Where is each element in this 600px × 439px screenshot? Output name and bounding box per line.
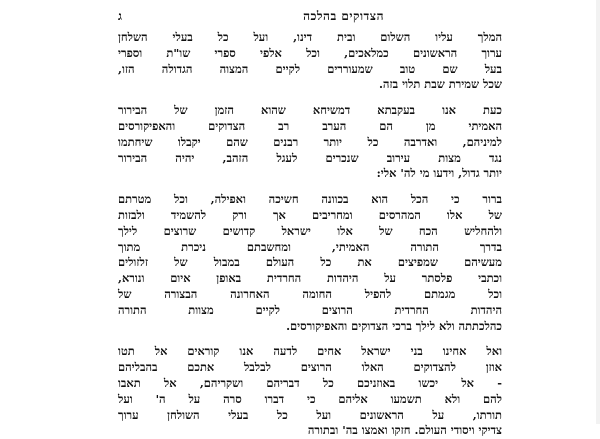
- paragraph-gap: [118, 334, 502, 344]
- scan-edge: [596, 0, 600, 424]
- paragraph-gap: [118, 93, 502, 103]
- text-line: להם ולא תשמעו אליהם כי דברו סרה על ה' ועל: [118, 391, 502, 406]
- text-line: המלך עליו השלום ובית דינו, ועל כל בעלי השלחן: [118, 30, 502, 44]
- text-line: בעל שם טוב שמעוררים לקיים המצוה הגדולה הזו,: [118, 61, 502, 76]
- text-line: נגד מצות עירוב שנכרים לעגל הזהב, יהיה הבירור: [118, 150, 502, 165]
- text-line: מעשיהם שמפיצים את כל העולם במבול של זלזולים: [118, 255, 502, 270]
- text-line: של אלו המהרסים ומחריבים אך ורק להשמיד ולבזות: [118, 207, 502, 222]
- paragraph-gap: [118, 182, 502, 192]
- text-line: ברור כי הכל הוא בכוונה חשיכה ואפילה, וכל מטרתם: [118, 192, 502, 207]
- paragraph: [118, 103, 502, 182]
- text-line: בדרך התורה האמיתי, ומחשבתם ניכרת מתוך: [118, 239, 502, 254]
- page-number: ג: [118, 9, 122, 23]
- body-text: [118, 30, 502, 439]
- text-line: - אל יכשו באוזניכם כל דבריהם ושקריהם, אל תאבו: [118, 375, 502, 390]
- text-line: יותר גדול, וידעו מי לה' אלי:: [376, 166, 502, 181]
- text-line: ואל אחינו בני ישראל אחים לדעה אנו קוראים אל תטו: [118, 344, 502, 359]
- running-title: הצדוקים בהלכה: [303, 9, 384, 23]
- text-line: תורתו, על הראשונים ועל כל בעלי השולחן ערוך: [118, 407, 502, 422]
- text-line: שכל שמירת שבת תלוי בזה.: [378, 77, 502, 92]
- paragraph: [118, 192, 502, 334]
- paragraph: [118, 30, 502, 93]
- text-line: האמיתי מן הם הערב רב הצדוקים והאפיקורסים: [118, 118, 502, 133]
- text-line: ולהחליש הכח של אלו ישראל קדושים שרוצים לילך: [118, 223, 502, 238]
- text-line: כעת אנו בעקבתא דמשיחא שהוא הזמן של הבירור: [118, 103, 502, 118]
- text-line: כהלכתתה ולא לילך ברכי הצדוקים והאפיקורסים.: [286, 318, 502, 333]
- text-line: וכל מגמתם להפיל החומה האחרונה הבצורה של: [118, 286, 502, 301]
- text-line: ערוך הראשונים כמלאכים, וכל אלפי ספרי שו"ת וספרי: [118, 45, 502, 60]
- page-header: [118, 9, 502, 27]
- text-line: צדיקי ויסודי העולם. חזקו ואמצו בה' ובתורה: [307, 423, 502, 438]
- text-line: אוזן להצדוקים האלו הרוצים לבלבל אתכם בהבליהם: [118, 360, 502, 375]
- text-line: למיניהם, ואדרבה כל יותר רבנים שהם יקבלו שיחתמו: [118, 134, 502, 149]
- text-line: וכתבי פלסתר על היהדות החרדית באופן איום ונורא,: [118, 271, 502, 286]
- text-line: היהדות החרדית הרוצים לקיים מצוות התורה: [118, 302, 502, 317]
- paragraph: [118, 344, 502, 439]
